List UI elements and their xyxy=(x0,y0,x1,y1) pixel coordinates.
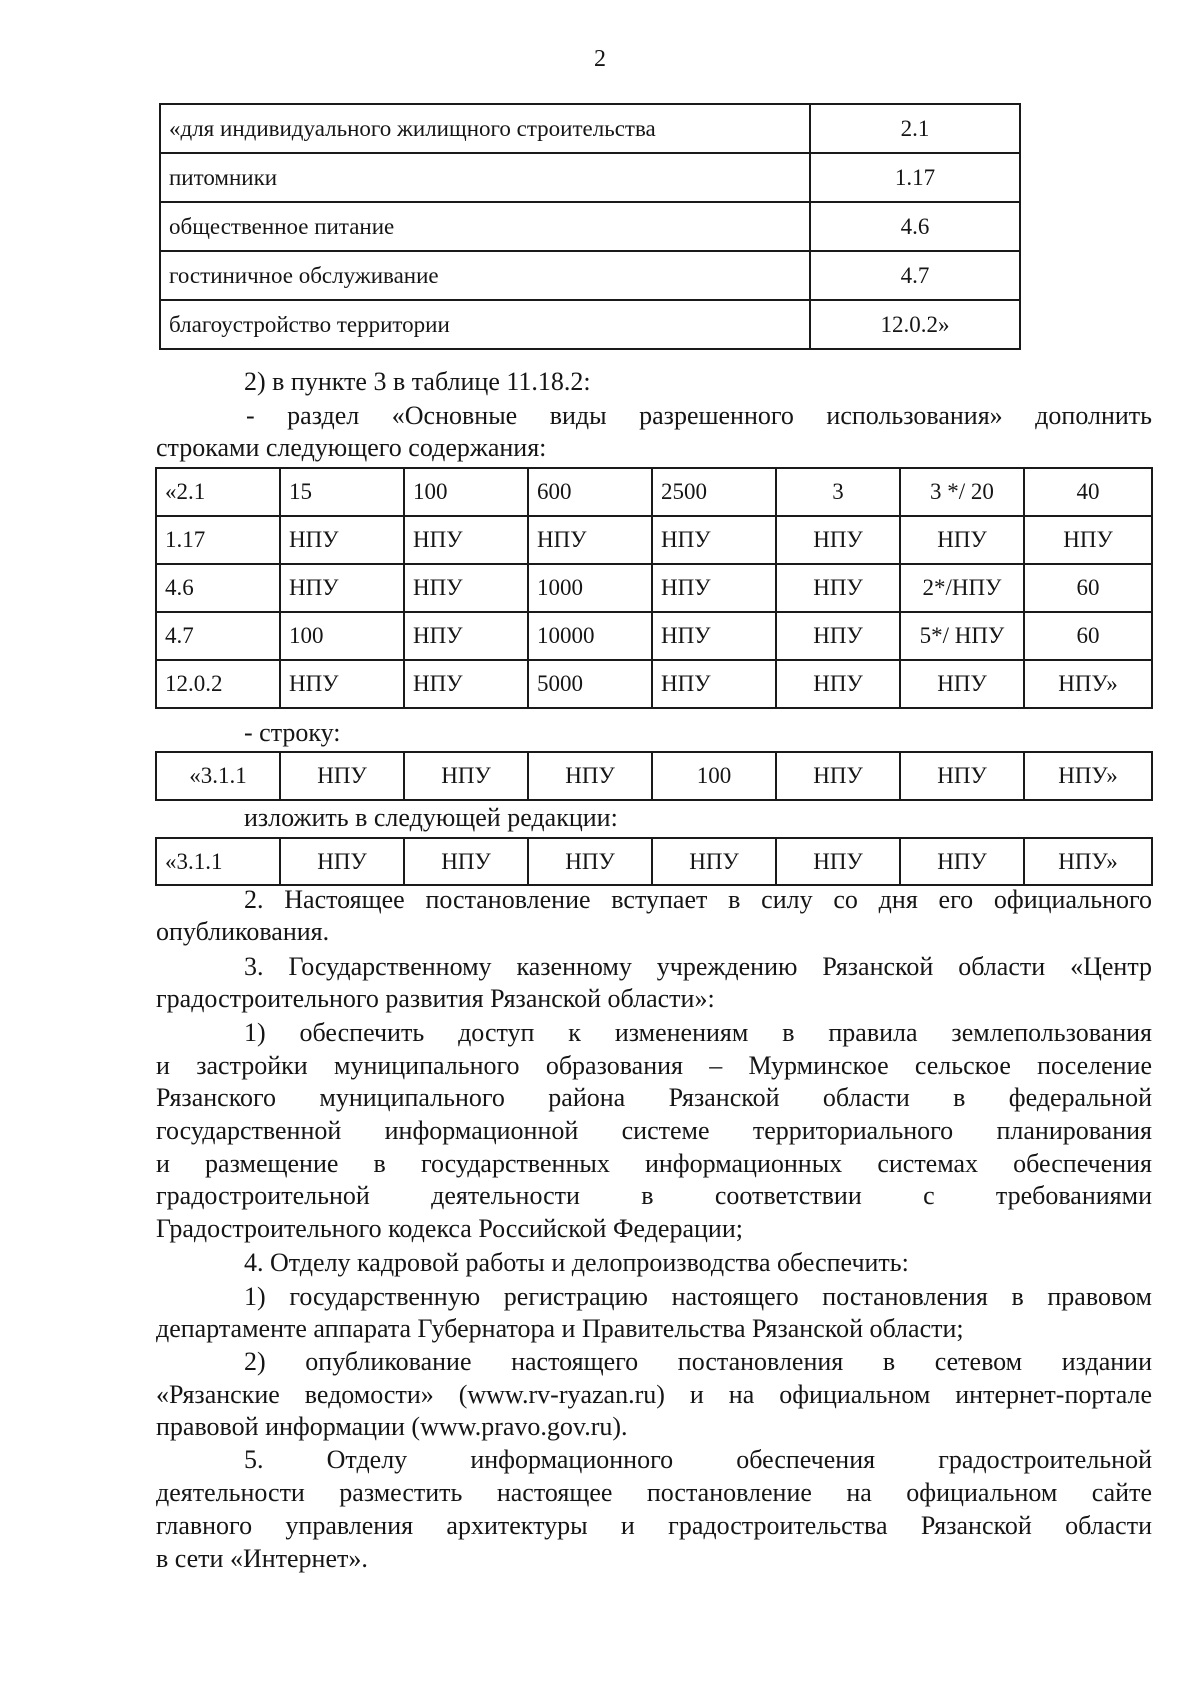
table-row xyxy=(160,300,1020,349)
paragraph-line: правовой информации (www.pravo.gov.ru). xyxy=(156,1412,628,1441)
paragraph-line: - раздел «Основные виды разрешенного использования» дополнить xyxy=(246,401,1152,430)
table-cell: НПУ xyxy=(404,660,528,708)
use-code-cell: 2.1 xyxy=(810,104,1020,153)
table-cell: НПУ xyxy=(404,564,528,612)
table-row xyxy=(160,251,1020,300)
table-cell: НПУ xyxy=(280,660,404,708)
table-cell: 3 xyxy=(776,468,900,516)
table-cell: НПУ xyxy=(776,838,900,885)
table-cell: НПУ» xyxy=(1024,752,1152,800)
paragraph-line: 4. Отделу кадровой работы и делопроизводства обеспечить: xyxy=(244,1248,909,1277)
land-use-codes-table xyxy=(159,103,1021,350)
use-name-cell: питомники xyxy=(160,153,810,202)
table-cell: НПУ xyxy=(652,516,776,564)
table-row xyxy=(160,153,1020,202)
table-cell: НПУ xyxy=(528,838,652,885)
use-name-cell: гостиничное обслуживание xyxy=(160,251,810,300)
paragraph-line: градостроительного развития Рязанской области»: xyxy=(156,984,715,1013)
table-row xyxy=(156,516,1152,564)
table-cell: 10000 xyxy=(528,612,652,660)
table-cell: 4.6 xyxy=(156,564,280,612)
table-cell: НПУ xyxy=(1024,516,1152,564)
table-cell: НПУ xyxy=(900,516,1024,564)
paragraph-line: государственной информационной системе территориального планирования xyxy=(156,1116,1152,1145)
paragraph-line: 1) обеспечить доступ к изменениям в правила землепользования xyxy=(244,1018,1152,1047)
table-cell: НПУ» xyxy=(1024,838,1152,885)
table-row xyxy=(156,468,1152,516)
paragraph-line: Рязанского муниципального района Рязанской области в федеральной xyxy=(156,1083,1152,1112)
paragraph-line: Градостроительного кодекса Российской Федерации; xyxy=(156,1214,743,1243)
table-cell: НПУ xyxy=(776,516,900,564)
table-cell: НПУ xyxy=(776,660,900,708)
table-row xyxy=(156,660,1152,708)
table-cell: НПУ xyxy=(280,564,404,612)
table-row xyxy=(156,752,1152,800)
table-cell: 100 xyxy=(652,752,776,800)
table-cell: 3 */ 20 xyxy=(900,468,1024,516)
use-name-cell: благоустройство территории xyxy=(160,300,810,349)
paragraph-line: и застройки муниципального образования – Мурминское сельское поселение xyxy=(156,1051,1152,1080)
table-cell: «3.1.1 xyxy=(156,838,280,885)
table-cell: НПУ xyxy=(404,516,528,564)
table-cell: 5*/ НПУ xyxy=(900,612,1024,660)
paragraph-line: строками следующего содержания: xyxy=(156,433,547,462)
table-cell: НПУ xyxy=(280,752,404,800)
paragraph-line: департаменте аппарата Губернатора и Правительства Рязанской области; xyxy=(156,1314,964,1343)
table-cell: 1.17 xyxy=(156,516,280,564)
paragraph-line: - строку: xyxy=(244,718,341,747)
table-cell: НПУ xyxy=(280,516,404,564)
table-row xyxy=(156,612,1152,660)
table-cell: 4.7 xyxy=(156,612,280,660)
table-cell: 100 xyxy=(404,468,528,516)
paragraph-line: деятельности разместить настоящее постановление на официальном сайте xyxy=(156,1478,1152,1507)
paragraph-line: 2. Настоящее постановление вступает в силу со дня его официального xyxy=(244,885,1152,914)
table-cell: НПУ xyxy=(652,612,776,660)
use-code-cell: 1.17 xyxy=(810,153,1020,202)
table-cell: 600 xyxy=(528,468,652,516)
paragraph-line: главного управления архитектуры и градостроительства Рязанской области xyxy=(156,1511,1152,1540)
table-cell: НПУ xyxy=(528,516,652,564)
table-cell: НПУ xyxy=(528,752,652,800)
paragraph-line: в сети «Интернет». xyxy=(156,1544,368,1573)
paragraph-line: 5. Отделу информационного обеспечения градостроительной xyxy=(244,1445,1152,1474)
table-cell: НПУ xyxy=(776,612,900,660)
table-cell: НПУ xyxy=(900,838,1024,885)
paragraph-line: 2) опубликование настоящего постановления в сетевом издании xyxy=(244,1347,1152,1376)
paragraph-line: «Рязанские ведомости» (www.rv-ryazan.ru) и на официальном интернет-портале xyxy=(156,1380,1152,1409)
table-row xyxy=(160,202,1020,251)
item-2-heading: 2) в пункте 3 в таблице 11.18.2: xyxy=(244,367,591,396)
table-cell: 40 xyxy=(1024,468,1152,516)
table-row xyxy=(156,838,1152,885)
table-cell: «3.1.1 xyxy=(156,752,280,800)
use-code-cell: 4.6 xyxy=(810,202,1020,251)
table-cell: НПУ» xyxy=(1024,660,1152,708)
table-row xyxy=(156,564,1152,612)
table-cell: НПУ xyxy=(652,660,776,708)
table-cell: 2500 xyxy=(652,468,776,516)
new-row-table xyxy=(155,837,1153,886)
table-cell: НПУ xyxy=(404,612,528,660)
table-cell: 15 xyxy=(280,468,404,516)
table-cell: 12.0.2 xyxy=(156,660,280,708)
table-cell: НПУ xyxy=(900,752,1024,800)
use-name-cell: «для индивидуального жилищного строительства xyxy=(160,104,810,153)
paragraph-line: градостроительной деятельности в соответствии с требованиями xyxy=(156,1181,1152,1210)
table-cell: НПУ xyxy=(404,752,528,800)
use-code-cell: 12.0.2» xyxy=(810,300,1020,349)
table-cell: 60 xyxy=(1024,564,1152,612)
table-cell: 60 xyxy=(1024,612,1152,660)
table-cell: НПУ xyxy=(652,838,776,885)
use-name-cell: общественное питание xyxy=(160,202,810,251)
page-number: 2 xyxy=(594,46,606,72)
paragraph-line: и размещение в государственных информационных системах обеспечения xyxy=(156,1149,1152,1178)
table-cell: НПУ xyxy=(776,752,900,800)
table-row xyxy=(160,104,1020,153)
table-cell: 100 xyxy=(280,612,404,660)
table-cell: НПУ xyxy=(280,838,404,885)
table-cell: НПУ xyxy=(900,660,1024,708)
old-row-table xyxy=(155,751,1153,801)
paragraph-line: 1) государственную регистрацию настоящего постановления в правовом xyxy=(244,1282,1152,1311)
use-code-cell: 4.7 xyxy=(810,251,1020,300)
table-cell: 1000 xyxy=(528,564,652,612)
table-cell: 2*/НПУ xyxy=(900,564,1024,612)
table-cell: НПУ xyxy=(776,564,900,612)
table-cell: НПУ xyxy=(652,564,776,612)
table-cell: «2.1 xyxy=(156,468,280,516)
paragraph-line: опубликования. xyxy=(156,917,330,946)
paragraph-line: 3. Государственному казенному учреждению Рязанской области «Центр xyxy=(244,952,1152,981)
parameters-table xyxy=(155,467,1153,709)
paragraph-line: изложить в следующей редакции: xyxy=(244,803,618,832)
table-cell: 5000 xyxy=(528,660,652,708)
table-cell: НПУ xyxy=(404,838,528,885)
